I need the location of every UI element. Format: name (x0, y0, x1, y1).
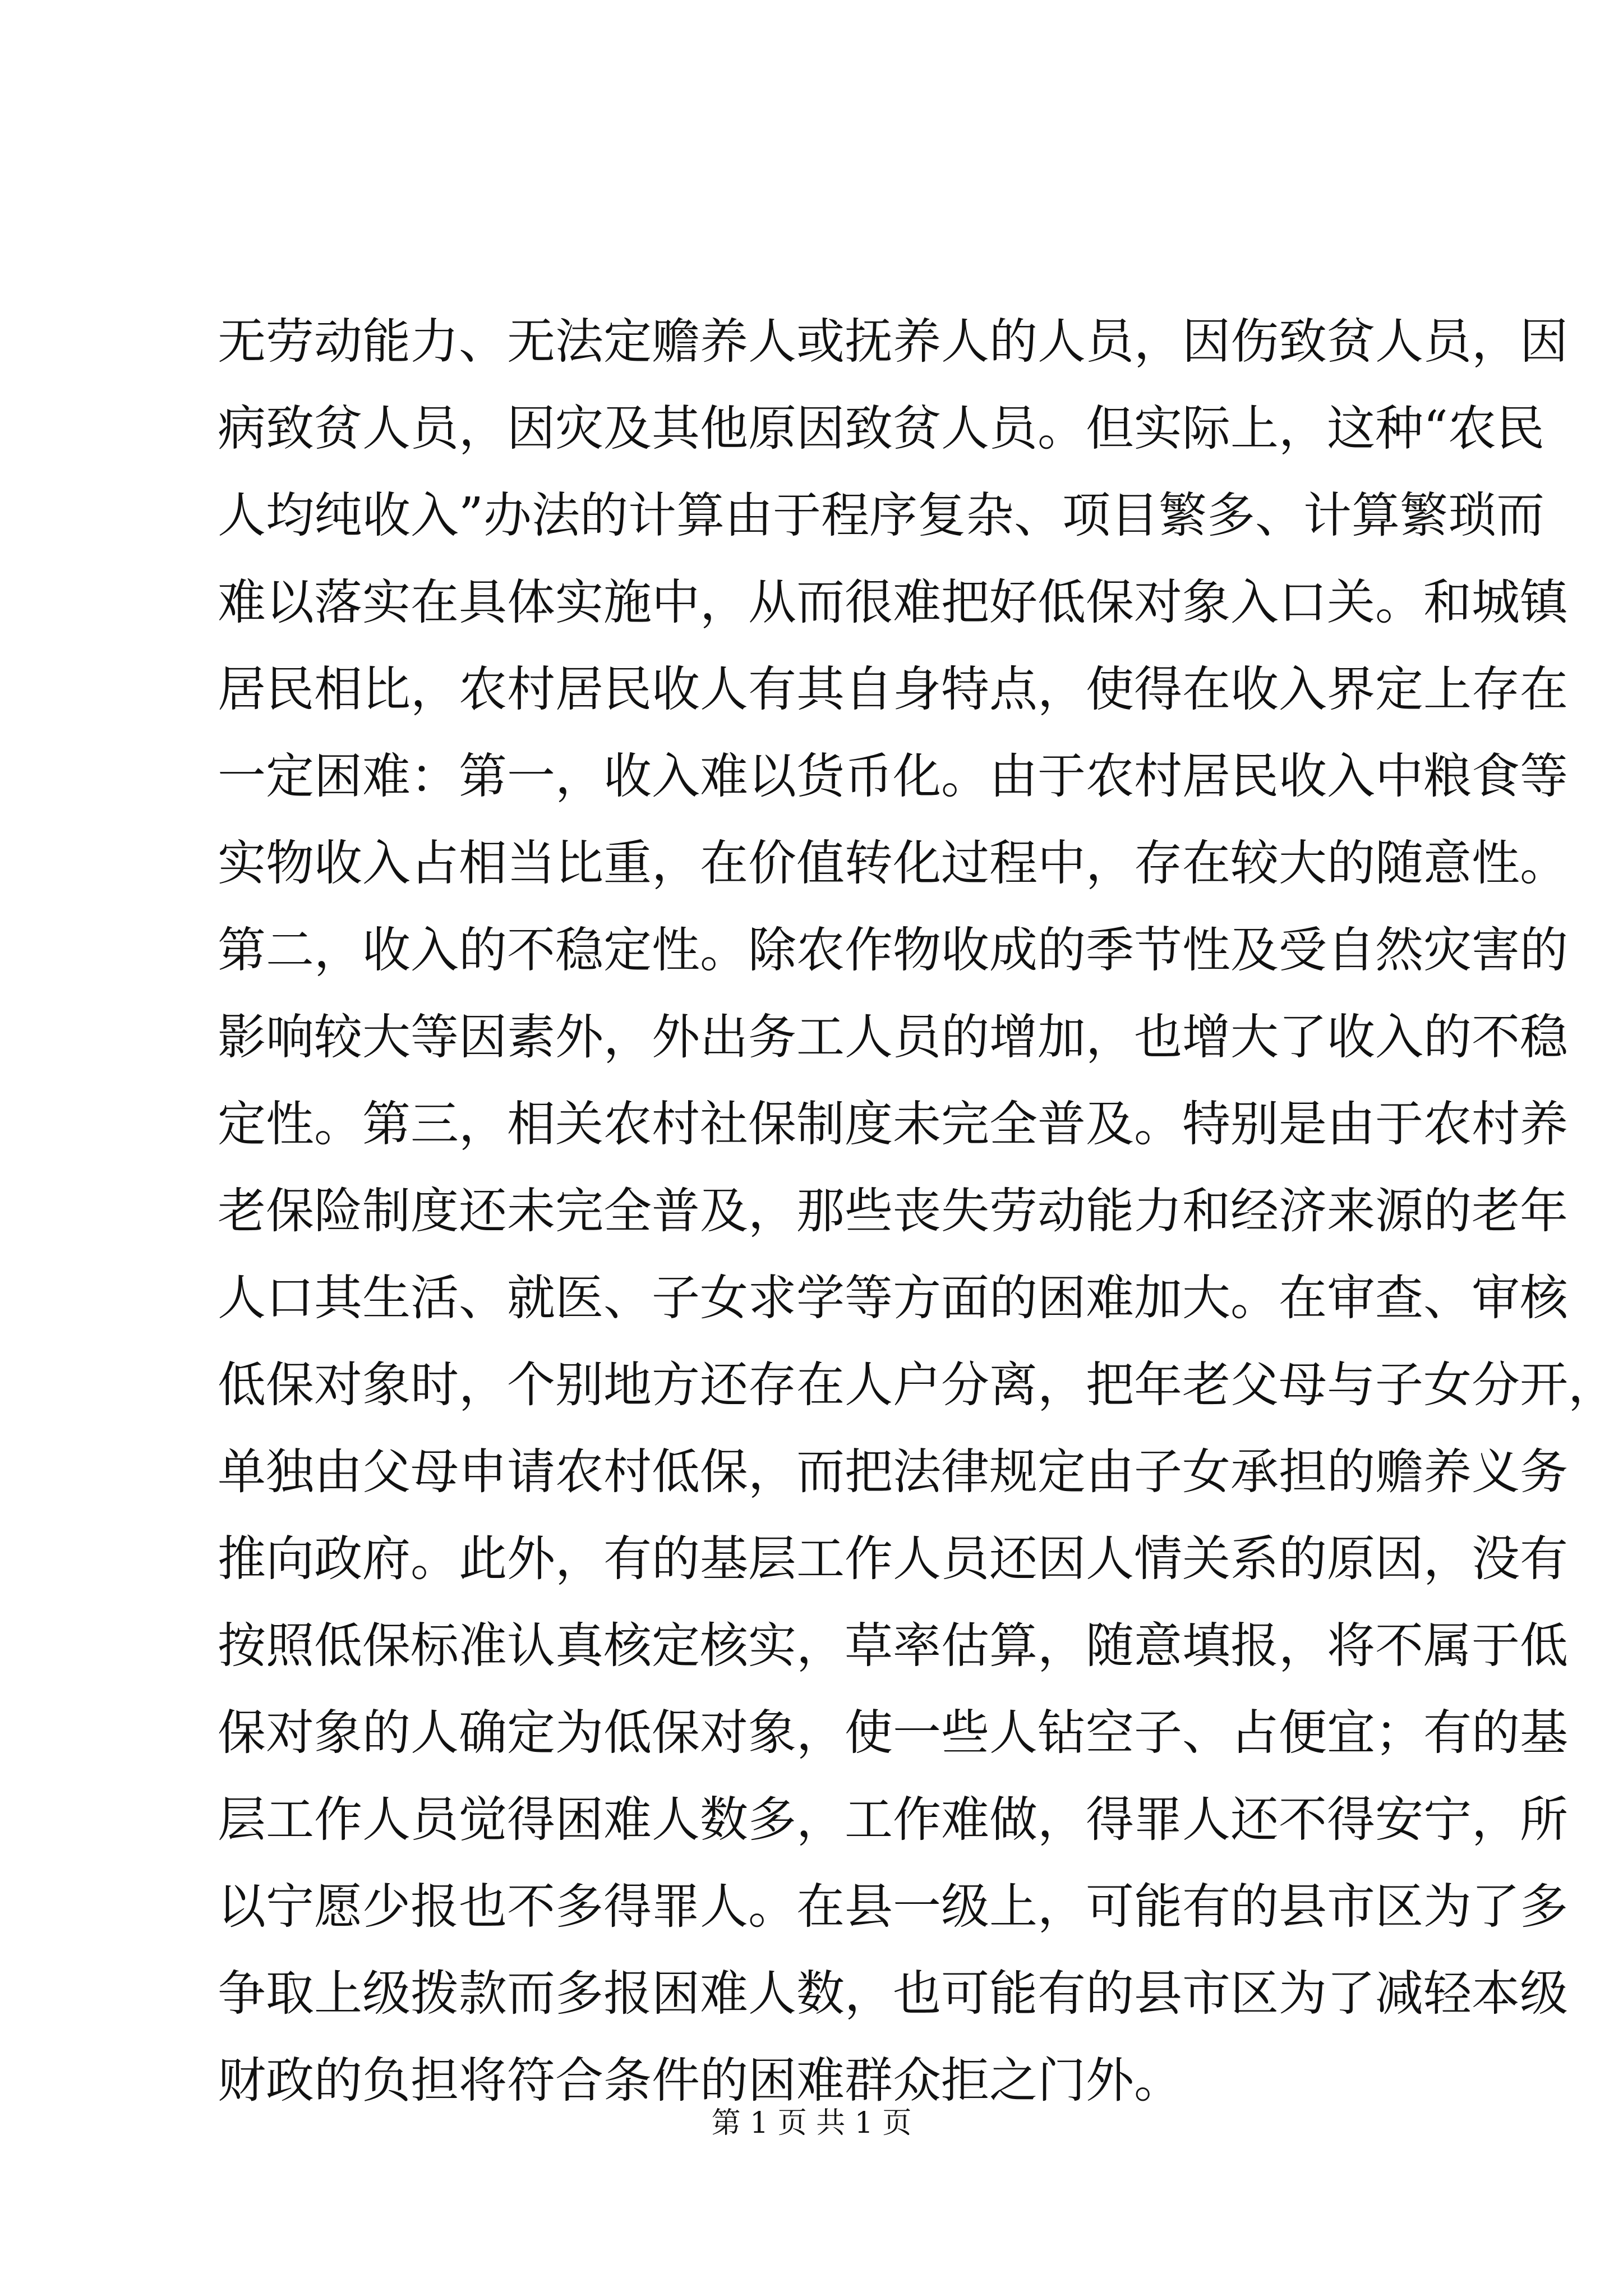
text-line: 老保险制度还未完全普及，那些丧失劳动能力和经济来源的老年 (218, 1183, 1568, 1239)
text-line: 保对象的人确定为低保对象，使一些人钻空子、占便宜；有的基 (218, 1705, 1568, 1761)
text-line: 影响较大等因素外，外出务工人员的增加，也增大了收入的不稳 (218, 1009, 1568, 1065)
text-line: 无劳动能力、无法定赡养人或抚养人的人员，因伤致贫人员，因 (218, 314, 1568, 370)
text-line: 争取上级拨款而多报困难人数，也可能有的县市区为了减轻本级 (218, 1966, 1568, 2022)
page-number-footer: 第 1 页 共 1 页 (711, 2106, 912, 2140)
text-line: 财政的负担将符合条件的困难群众拒之门外。 (218, 2053, 1182, 2109)
text-line: 以宁愿少报也不多得罪人。在县一级上，可能有的县市区为了多 (218, 1879, 1568, 1935)
text-line: 病致贫人员，因灾及其他原因致贫人员。但实际上，这种“农民 (218, 401, 1544, 457)
text-line: 低保对象时，个别地方还存在人户分离，把年老父母与子女分开， (218, 1357, 1616, 1413)
text-line: 层工作人员觉得困难人数多，工作难做，得罪人还不得安宁，所 (218, 1792, 1568, 1848)
text-line: 一定困难：第一，收入难以货币化。由于农村居民收入中粮食等 (218, 748, 1568, 804)
text-line: 人均纯收入”办法的计算由于程序复杂、项目繁多、计算繁琐而 (218, 487, 1544, 544)
text-line: 人口其生活、就医、子女求学等方面的困难加大。在审查、审核 (218, 1270, 1568, 1326)
text-line: 推向政府。此外，有的基层工作人员还因人情关系的原因，没有 (218, 1531, 1568, 1587)
text-line: 难以落实在具体实施中，从而很难把好低保对象入口关。和城镇 (218, 574, 1568, 631)
text-line: 定性。第三，相关农村社保制度未完全普及。特别是由于农村养 (218, 1096, 1568, 1152)
text-line: 单独由父母申请农村低保，而把法律规定由子女承担的赡养义务 (218, 1444, 1568, 1500)
text-line: 第二，收入的不稳定性。除农作物收成的季节性及受自然灾害的 (218, 922, 1568, 978)
body-text (218, 298, 1616, 2124)
text-line: 居民相比，农村居民收人有其自身特点，使得在收入界定上存在 (218, 661, 1568, 717)
text-line: 实物收入占相当比重，在价值转化过程中，存在较大的随意性。 (218, 835, 1568, 891)
text-line: 按照低保标准认真核定核实，草率估算，随意填报，将不属于低 (218, 1618, 1568, 1674)
